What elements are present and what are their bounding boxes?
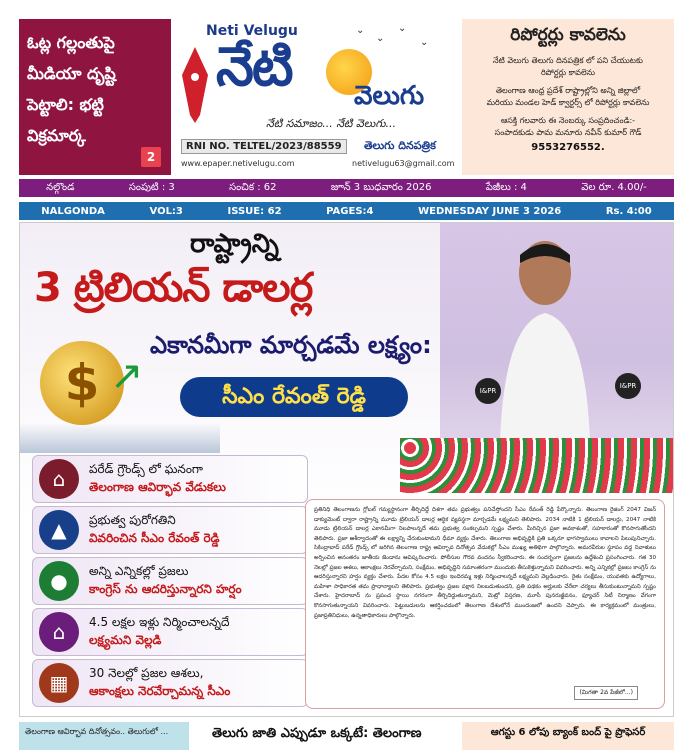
- masthead-tagline: నేటి సమాజం... నేటి వెలుగు...: [266, 117, 397, 130]
- daily-label: తెలుగు దినపత్రిక: [364, 139, 436, 152]
- highlight-item[interactable]: [32, 557, 308, 605]
- website-link[interactable]: www.epaper.netivelugu.com: [181, 159, 295, 168]
- continued-note[interactable]: (మిగతా 2వ పేజీలో...): [574, 686, 638, 700]
- highlight-item[interactable]: [32, 659, 308, 707]
- highlight-item[interactable]: [32, 506, 308, 554]
- bottom-headline[interactable]: తెలుగు జాతి ఎప్పుడూ ఒక్కటే: తెలంగాణ: [212, 726, 422, 741]
- info-price: Rs. 4:00: [605, 205, 652, 217]
- info-date: జూన్ 3 బుధవారం 2026: [330, 182, 432, 193]
- reporters-wanted-box: [462, 19, 674, 175]
- growth-arrow-icon: ↗: [110, 353, 144, 399]
- bird-icon: ⌄: [398, 23, 407, 34]
- flower-bouquet: [400, 438, 674, 493]
- brand-top-text: Neti Velugu: [206, 23, 298, 39]
- info-pages: PAGES:4: [326, 205, 374, 217]
- reporters-line: సంపాదకుడు పామ మనూరు నవీన్ కుమార్ గౌడ్: [494, 128, 642, 137]
- info-pages: పేజీలు : 4: [485, 182, 527, 193]
- calendar-icon: ▦: [39, 663, 79, 703]
- highlight-line1: ప్రభుత్వ పురోగతిని: [89, 513, 176, 527]
- highlight-item[interactable]: [32, 608, 308, 656]
- reporters-wanted-title: రిపోర్టర్లు కావలెను: [510, 25, 626, 45]
- headline-sub: ఎకానమీగా మార్చడమే లక్ష్యం:: [150, 331, 432, 359]
- home-icon: ⌂: [39, 612, 79, 652]
- city-skyline: [20, 423, 220, 453]
- headline-main: 3 ట్రిలియన్ డాలర్ల: [34, 265, 313, 311]
- reporters-line: రిపోర్టర్లు కావలెను: [540, 68, 596, 77]
- info-volume: VOL:3: [149, 205, 183, 217]
- reporters-line: ఆసక్తి గలవారు ఈ నెంబర్కు సంప్రదించండి:-: [500, 116, 636, 125]
- info-place: నల్గొండ: [46, 182, 75, 193]
- headline-name-badge: సీఎం రేవంత్ రెడ్డి: [180, 377, 408, 417]
- highlight-line1: అన్ని ఎన్నికల్లో ప్రజలు: [89, 564, 189, 578]
- bird-icon: ⌄: [356, 25, 365, 36]
- reporters-line: నేటి వెలుగు తెలుగు దినపత్రిక లో పని చేయుటకు: [493, 56, 643, 65]
- article-text: ప్రతినిధి తెలంగాణను గ్లోబల్ గమ్యస్థానంగా తీర్చిదిద్దే దిశగా తమ ప్రభుత్వం పనిచేస్తోందని సీఎం రేవంత్ రెడ్డి పేర్కొన్నారు. తెలంగాణ రైజింగ్ 2047 విజన్ డాక్యుమెంట్ ద్వారా రాష్ట్రాన్ని మూడు ట్రిలియన్ డాలర్ల ఆర్థిక వ్యవస్థగా మార్చడమే లక్ష్యమని తెలిపారు. 2034 నాటికి 1 ట్రిలియన్ డాలర్లు, 2047 నాటికి మూడు ట్రిలియన్ డాలర్ల ఎకానమీగా నిలపాలన్నదే తమ ప్రభుత్వ సంకల్పమని స్పష్టం చేశారు. మీరిచ్చిన ప్రజా అవకాశంతో, సహకారంతో కొనసాగుతోందని తెలిపారు. ప్రజా ఆశీర్వాదంతో ఈ లక్ష్యాన్ని చేరుకుంటామని ధీమా వ్యక్తం చేశారు. తెలంగాణ అభివృద్ధికి ప్రతి ఒక్కరూ భాగస్వాములు కావాలని పిలుపునిచ్చారు. సికింద్రాబాద్ పరేడ్ గ్రౌండ్స్ లో జరిగిన తెలంగాణ రాష్ట్ర ఆవిర్భావ దినోత్సవ వేడుకల్లో సీఎం ముఖ్య అతిథిగా పాల్గొన్నారు. అమరవీరుల స్థూపం వద్ద నివాళులు అర్పించిన అనంతరం జాతీయ జెండాను ఆవిష్కరించారు. పోలీసుల గౌరవ వందనం స్వీకరించారు. ఈ సందర్భంగా ప్రజలను ఉద్దేశించి ప్రసంగించారు. గత 30 నెలల్లో ప్రజల ఆశలు, ఆకాంక్షలు నెరవేర్చామని, సంక్షేమం, అభివృద్ధిని సమాంతరంగా ముందుకు తీసుకెళ్తున్నామని వివరించారు. అన్ని ఎన్నికల్లో ప్రజలు కాంగ్రెస్ ను ఆదరిస్తున్నారని హర్షం వ్యక్తం చేశారు. పేదల కోసం 4.5 లక్షల ఇందిరమ్మ ఇళ్లు నిర్మించాలన్నదే లక్ష్యమని వెల్లడించారు. రైతు సంక్షేమం, యువతకు ఉద్యోగాలు, మహిళా సాధికారత తమ ప్రాధాన్యాలని తెలిపారు. ప్రభుత్వం ప్రజల పక్షాన నిలబడుతుందని, ప్రతి పథకం అర్హులకు చేరేలా చర్యలు తీసుకుంటున్నామని స్పష్టం చేశారు. హైదరాబాద్ ను ప్రపంచ స్థాయి నగరంగా తీర్చిదిద్దుతున్నామని, మెట్రో విస్తరణ, మూసీ పునరుజ్జీవనం, ఫ్యూచర్ సిటీ నిర్మాణం వేగంగా కొనసాగుతున్నాయని వివరించారు. పెట్టుబడులను ఆకర్షించడంలో తెలంగాణ దేశంలోనే ముందంజలో ఉందని చెప్పారు. ఈ కార్యక్రమంలో మంత్రులు, ప్రజాప్రతినిధులు, ఉన్నతాధికారులు పాల్గొన్నారు.: [314, 507, 656, 619]
- left-promo-headline: ఓట్ల గల్లంతుపై మీడియా దృష్టి పెట్టాలి: భట్టి విక్రమార్క: [27, 33, 116, 145]
- monument-icon: ⌂: [39, 459, 79, 499]
- highlight-line1: 30 నెలల్లో ప్రజల ఆశలు,: [89, 666, 204, 680]
- highlight-line2: కాంగ్రెస్ ను ఆదరిస్తున్నారని హర్షం: [89, 582, 242, 596]
- bird-icon: ⌄: [376, 33, 385, 44]
- english-info-bar: [19, 202, 674, 220]
- info-volume: సంపుటి : 3: [128, 182, 175, 193]
- highlight-item[interactable]: [32, 455, 308, 503]
- article-body-box: [305, 499, 665, 709]
- bottom-right-teaser[interactable]: ఆగస్టు 6 లోపు బ్యాంక్ బంద్ పై ప్రొఫెసర్: [462, 722, 674, 750]
- chart-icon: ▲: [39, 510, 79, 550]
- info-issue: ISSUE: 62: [227, 205, 282, 217]
- highlight-line1: 4.5 లక్షల ఇళ్లు నిర్మించాలన్నదే: [89, 615, 230, 629]
- reporters-line: తెలంగాణ ఆంధ్ర ప్రదేశ్ రాష్ట్రాల్లోని అన్ని జిల్లాలో: [495, 86, 641, 95]
- dollar-coin-icon: $: [40, 341, 124, 425]
- page-number-badge: 2: [141, 147, 161, 167]
- info-place: NALGONDA: [41, 205, 105, 217]
- bird-icon: ⌄: [420, 37, 429, 48]
- reporters-phone[interactable]: 9553276552.: [531, 142, 605, 153]
- left-promo-box[interactable]: [19, 19, 171, 175]
- lead-story[interactable]: [19, 222, 674, 717]
- microphone-icon: I&PR: [475, 378, 501, 404]
- info-issue: సంచిక : 62: [229, 182, 277, 193]
- telugu-info-bar: [19, 179, 674, 197]
- microphone-icon: I&PR: [615, 373, 641, 399]
- info-date: WEDNESDAY JUNE 3 2026: [418, 205, 562, 217]
- highlight-line2: వివరించిన సీఎం రేవంత్ రెడ్డి: [89, 531, 220, 545]
- highlight-line1: పరేడ్ గ్రౌండ్స్ లో ఘనంగా: [89, 462, 203, 476]
- brand-logo-velugu: వెలుగు: [354, 81, 425, 111]
- pen-nib-icon: [178, 45, 212, 125]
- brand-logo-neti: నేటి: [216, 35, 292, 98]
- masthead: [176, 19, 458, 175]
- highlight-line2: లక్ష్యమని వెల్లడి: [89, 633, 162, 647]
- highlight-line2: ఆకాంక్షలు నెరవేర్చామన్న సీఎం: [89, 684, 231, 698]
- speaker-portrait: [490, 233, 600, 443]
- highlight-line2: తెలంగాణ ఆవిర్భావ వేడుకలు: [89, 480, 226, 494]
- headline-kicker: రాష్ట్రాన్ని: [190, 229, 279, 259]
- bottom-left-teaser[interactable]: తెలంగాణ ఆవిర్భావ దినోత్సవం.. తెలుగులో ...: [19, 722, 189, 750]
- reporters-line: మరియు మండల హెడ్ క్వార్టర్స్ లో రిపోర్టర్లు కావలెను: [486, 98, 650, 107]
- email-link[interactable]: netivelugu63@gmail.com: [352, 159, 455, 168]
- info-price: వెల రూ. 4.00/-: [581, 182, 647, 193]
- rni-number: RNI NO. TELTEL/2023/88559: [181, 139, 347, 154]
- people-icon: ●: [39, 561, 79, 601]
